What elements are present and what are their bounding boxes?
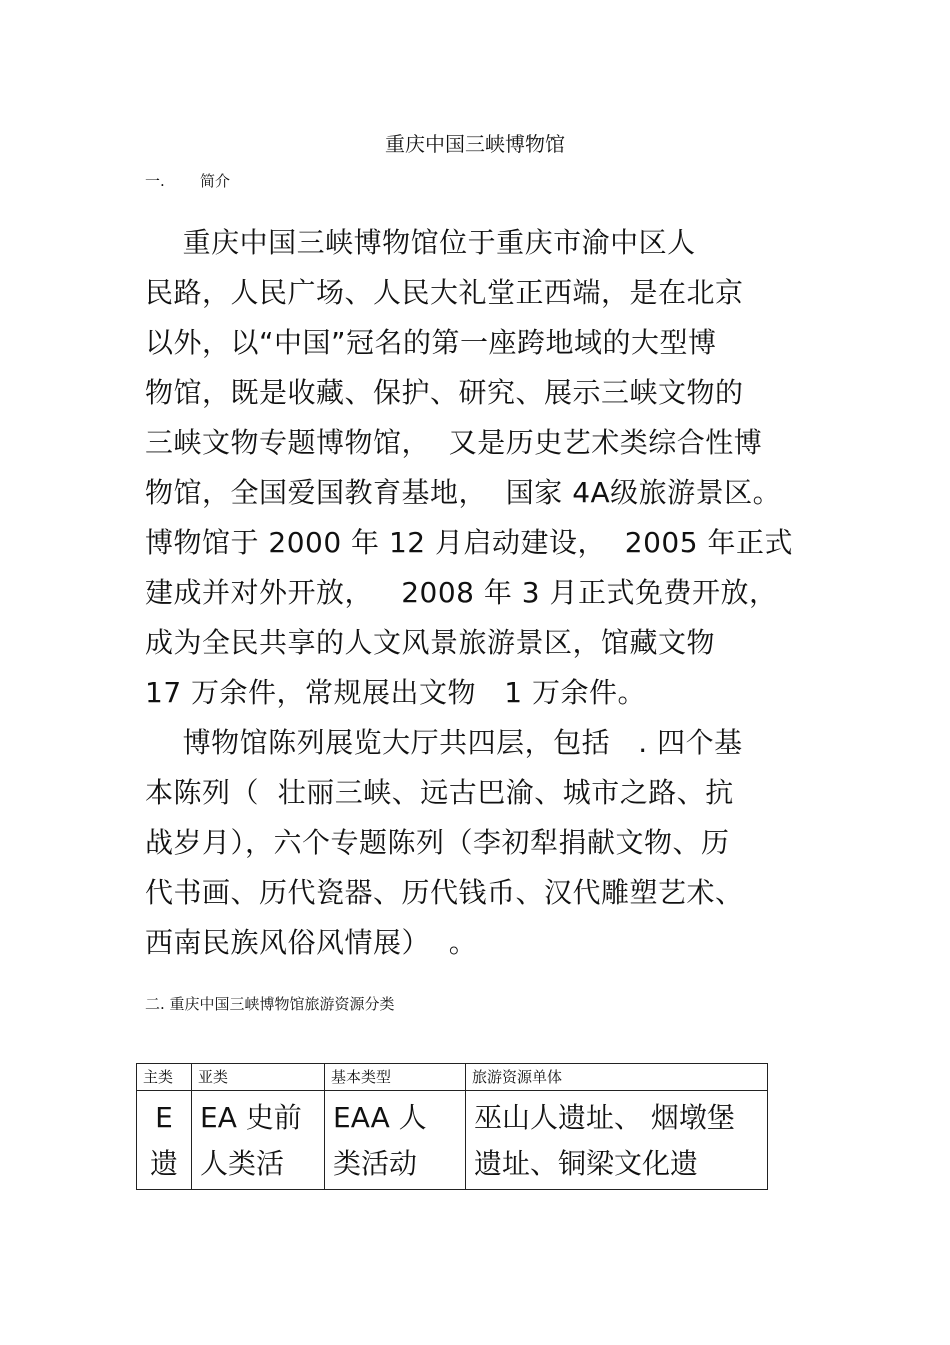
body-line: 战岁月），六个专题陈列（李初犁捐献文物、历 xyxy=(145,826,730,859)
body-line: 以外，以“中国”冠名的第一座跨地域的大型博 xyxy=(145,326,717,359)
body-line: 代书画、历代瓷器、历代钱币、汉代雕塑艺术、 xyxy=(145,876,744,909)
cell-line: EAA 人 xyxy=(333,1101,427,1134)
body-line: 博物馆陈列展览大厅共四层，包括 . 四个基 xyxy=(145,726,743,759)
cell-resource-units xyxy=(466,1091,768,1190)
cell-line: 类活动 xyxy=(333,1147,418,1180)
body-line: 17 万余件，常规展出文物 1 万余件。 xyxy=(145,676,646,709)
cell-line: 遗 xyxy=(149,1147,178,1180)
cell-line: 巫山人遗址、 烟墩堡 xyxy=(474,1101,735,1134)
table-header-row xyxy=(137,1064,768,1091)
document-title: 重庆中国三峡博物馆 xyxy=(385,132,565,156)
section-1-number: 一. xyxy=(145,172,165,190)
cell-line: 人类活 xyxy=(200,1147,285,1180)
header-resource-units: 旅游资源单体 xyxy=(466,1064,768,1091)
body-line: 物馆，既是收藏、保护、研究、展示三峡文物的 xyxy=(145,376,744,409)
body-line: 建成并对外开放， 2008 年 3 月正式免费开放， xyxy=(145,576,778,609)
section-2-heading: 二. 重庆中国三峡博物馆旅游资源分类 xyxy=(145,995,395,1013)
header-sub-class: 亚类 xyxy=(192,1064,325,1091)
body-line: 西南民族风俗风情展） 。 xyxy=(145,926,478,959)
resource-classification-table xyxy=(136,1063,768,1190)
cell-sub-class xyxy=(192,1091,325,1190)
body-line: 成为全民共享的人文风景旅游景区，馆藏文物 xyxy=(145,626,716,659)
cell-basic-type xyxy=(325,1091,466,1190)
header-basic-type: 基本类型 xyxy=(325,1064,466,1091)
cell-line: 遗址、铜梁文化遗 xyxy=(474,1147,699,1180)
body-line: 民路，人民广场、人民大礼堂正西端，是在北京 xyxy=(145,276,744,309)
cell-main-class xyxy=(137,1091,192,1190)
body-line: 本陈列（ 壮丽三峡、远古巴渝、城市之路、抗 xyxy=(145,776,734,809)
body-line: 博物馆于 2000 年 12 月启动建设， 2005 年正式 xyxy=(145,526,793,559)
section-1-label: 简介 xyxy=(200,172,231,190)
header-main-class: 主类 xyxy=(137,1064,192,1091)
cell-line: EA 史前 xyxy=(200,1101,302,1134)
table-row xyxy=(137,1091,768,1190)
body-line: 三峡文物专题博物馆， 又是历史艺术类综合性博 xyxy=(145,426,763,459)
cell-line: E xyxy=(155,1101,173,1134)
body-line: 物馆，全国爱国教育基地， 国家 4A级旅游景区。 xyxy=(145,476,782,509)
body-line: 重庆中国三峡博物馆位于重庆市渝中区人 xyxy=(145,226,696,259)
